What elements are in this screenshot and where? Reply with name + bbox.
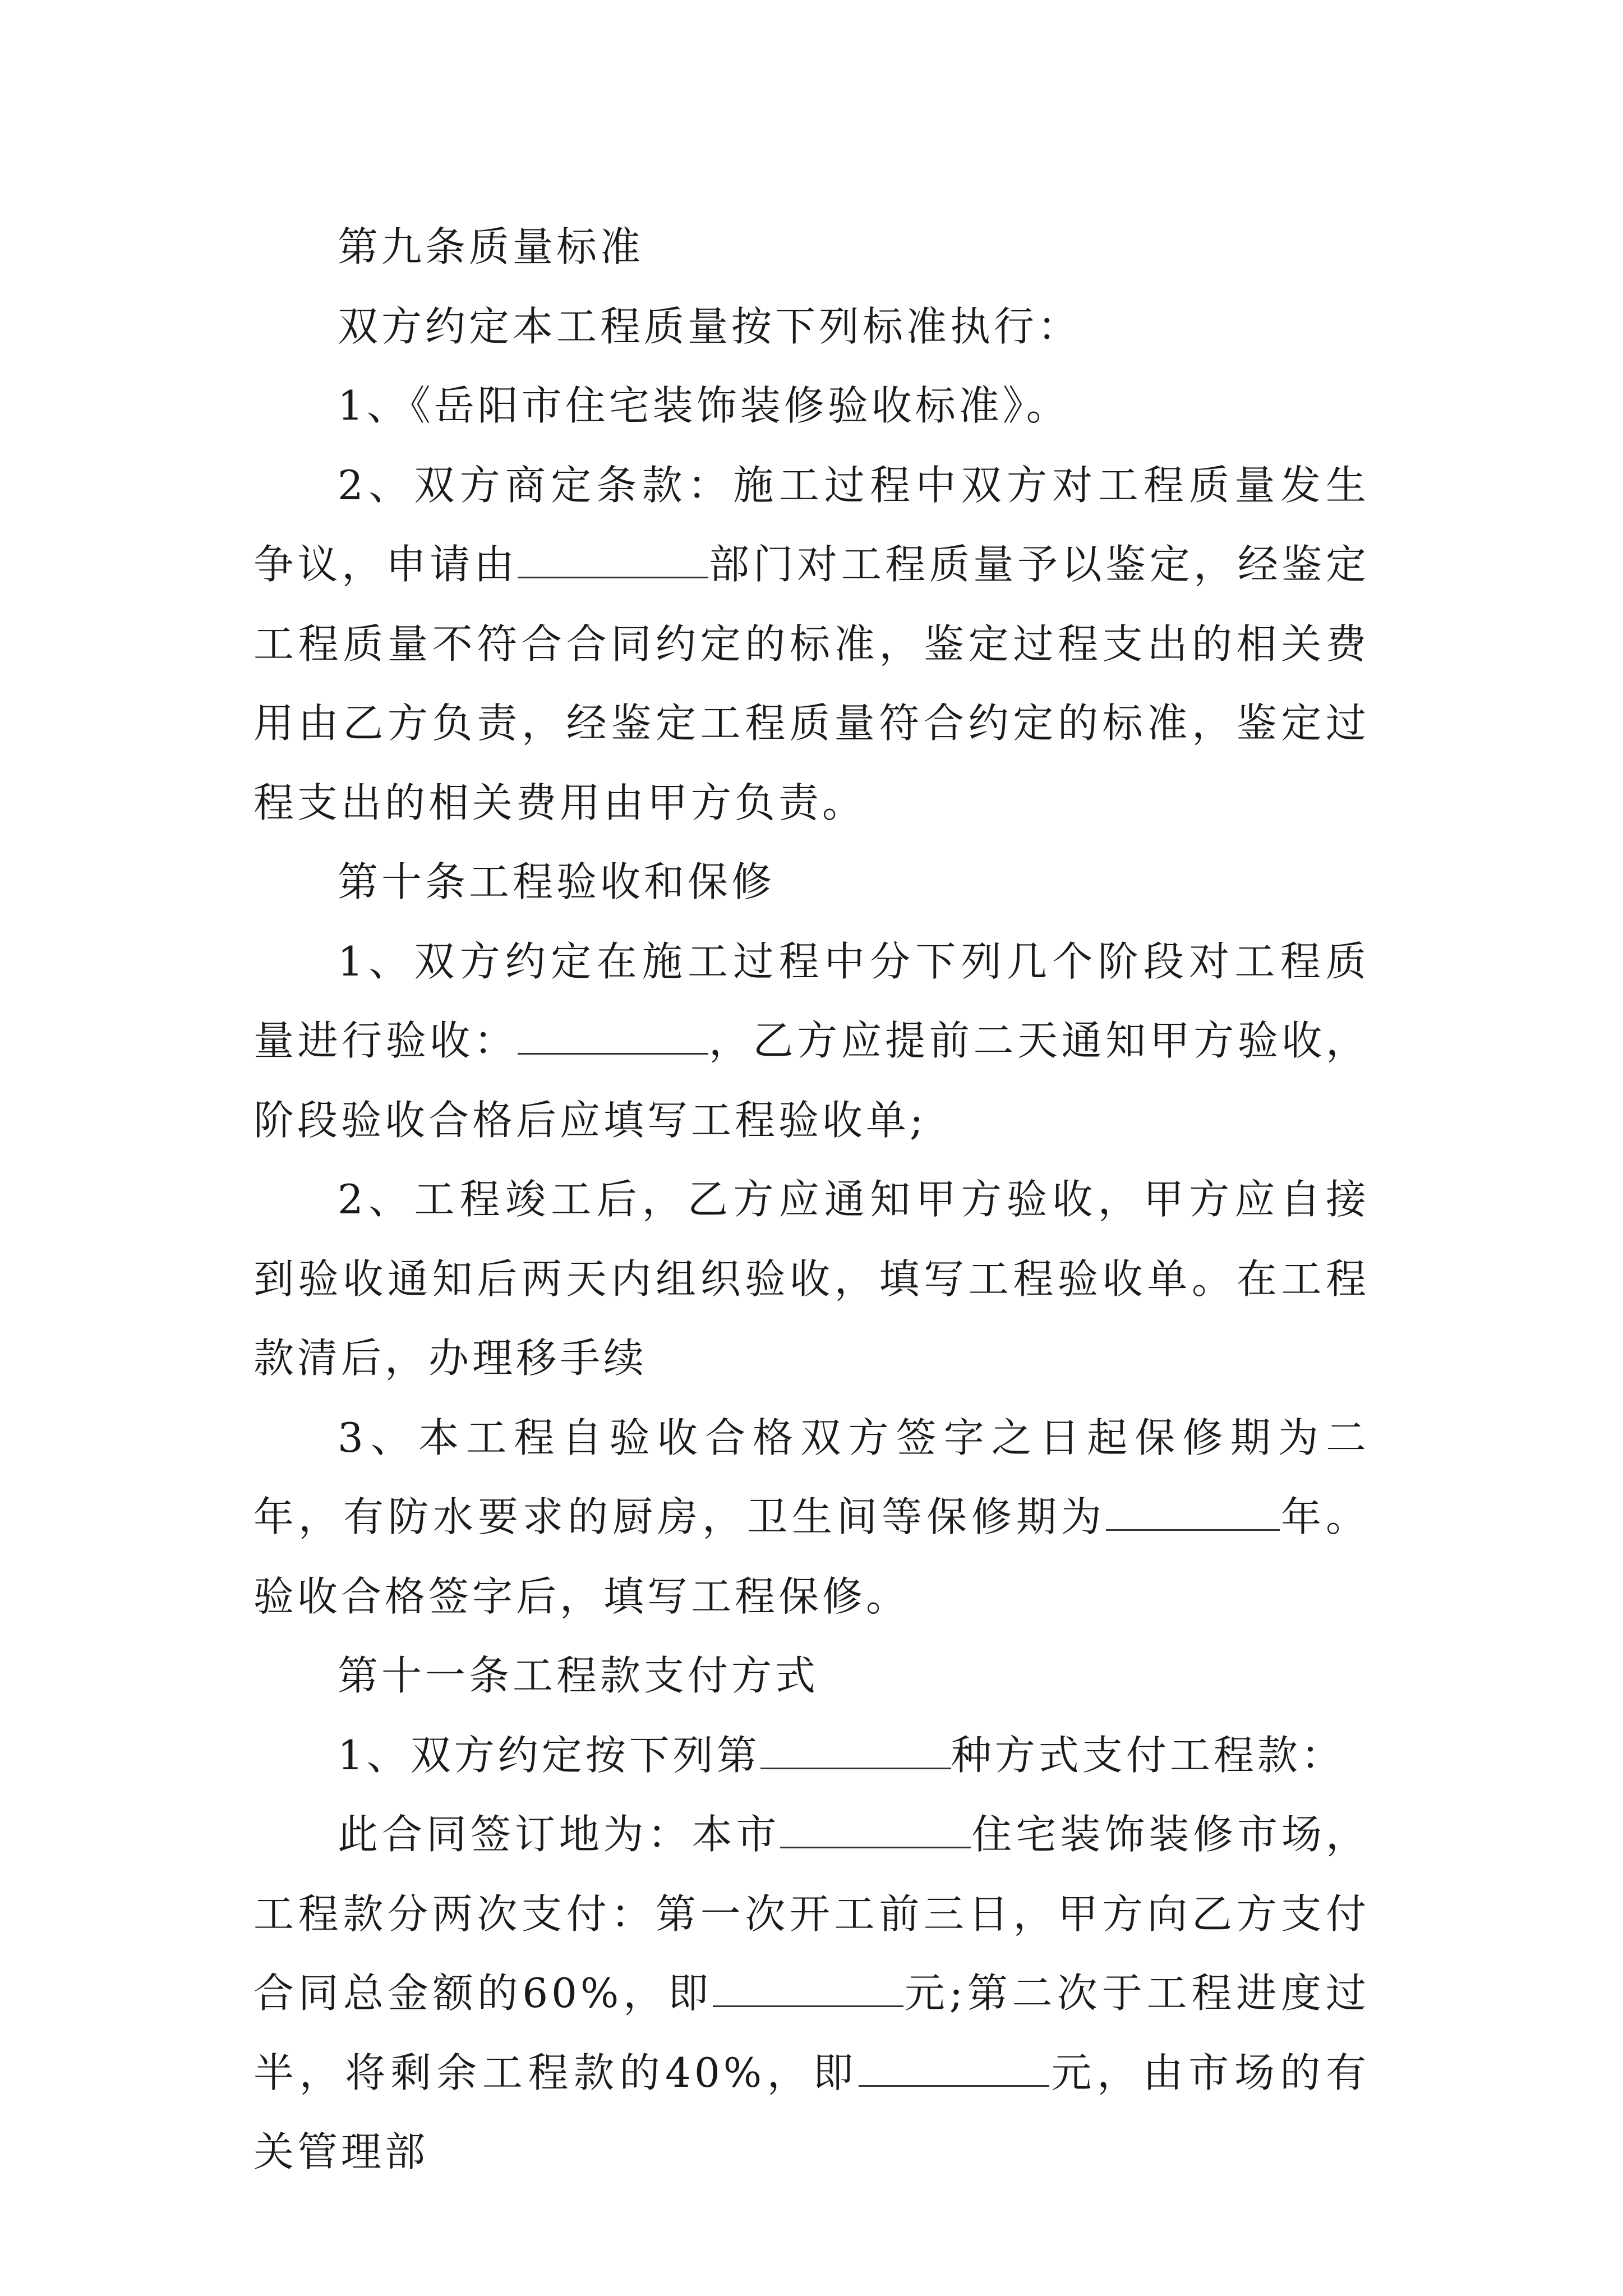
- paragraph-text: 2、双方商定条款：施工过程中双方对工程质量发生争议，申请由: [253, 461, 1370, 588]
- section-9-heading: 第九条质量标准: [338, 223, 644, 270]
- paragraph-text: 3、本工程自验收合格双方签字之日起保修期为二年，有防水要求的厨房，卫生间等保修期为: [253, 1414, 1370, 1540]
- section-10-heading: 第十条工程验收和保修: [338, 858, 776, 905]
- paragraph-text: 此合同签订地为：本市: [338, 1811, 781, 1858]
- section-9-paragraph-1: [253, 287, 1370, 367]
- paragraph-text: 元;第二次于工程进度过半，将剩余工程款的40%，即: [253, 1970, 1370, 2096]
- fill-in-blank-market[interactable]: [780, 1811, 971, 1848]
- fill-in-blank-first-payment[interactable]: [713, 1970, 903, 2007]
- paragraph-text: 住宅装饰装修市场，工程款分两次支付：第一次开工前三日，甲方向乙方支付合同总金额的60%，即: [253, 1811, 1370, 2017]
- fill-in-blank-warranty-years[interactable]: [1106, 1493, 1280, 1531]
- paragraph-text: ，乙方应提前二天通知甲方验收，阶段验收合格后应填写工程验收单;: [253, 1017, 1370, 1144]
- fill-in-blank-payment-method[interactable]: [760, 1732, 951, 1769]
- paragraph-text: 1、《岳阳市住宅装饰装修验收标准》。: [338, 382, 1070, 429]
- paragraph-text: 年。验收合格签字后，填写工程保修。: [253, 1493, 1370, 1620]
- paragraph-text: 部门对工程质量予以鉴定，经鉴定工程质量不符合合同约定的标准，鉴定过程支出的相关费用由乙方负责，经鉴定工程质量符合约定的标准，鉴定过程支出的相关费用由甲方负责。: [253, 541, 1370, 826]
- paragraph-text: 1、双方约定按下列第: [338, 1731, 760, 1779]
- section-10-paragraph-1: [253, 922, 1370, 1161]
- paragraph-text: 双方约定本工程质量按下列标准执行：: [338, 302, 1082, 350]
- section-11-paragraph-1: [253, 1716, 1370, 1796]
- section-11-heading: 第十一条工程款支付方式: [338, 1652, 819, 1699]
- paragraph-text: 2、工程竣工后，乙方应通知甲方验收，甲方应自接到验收通知后两天内组织验收，填写工程验收单。在工程款清后，办理移手续: [253, 1176, 1370, 1382]
- section-10-paragraph-3: [253, 1398, 1370, 1637]
- section-11-paragraph-2: [253, 1795, 1370, 2192]
- section-10-paragraph-2: [253, 1160, 1370, 1398]
- fill-in-blank-stages[interactable]: [518, 1017, 708, 1055]
- fill-in-blank-second-payment[interactable]: [859, 2049, 1049, 2087]
- section-9-paragraph-3: [253, 446, 1370, 843]
- paragraph-text: 种方式支付工程款：: [951, 1731, 1345, 1779]
- fill-in-blank-department[interactable]: [518, 541, 708, 578]
- paragraph-text: 元，由市场的有关管理部: [253, 2049, 1370, 2175]
- paragraph-text: 1、双方约定在施工过程中分下列几个阶段对工程质量进行验收：: [253, 937, 1370, 1064]
- document-body: [253, 208, 1370, 2192]
- section-9-paragraph-2: [253, 366, 1370, 446]
